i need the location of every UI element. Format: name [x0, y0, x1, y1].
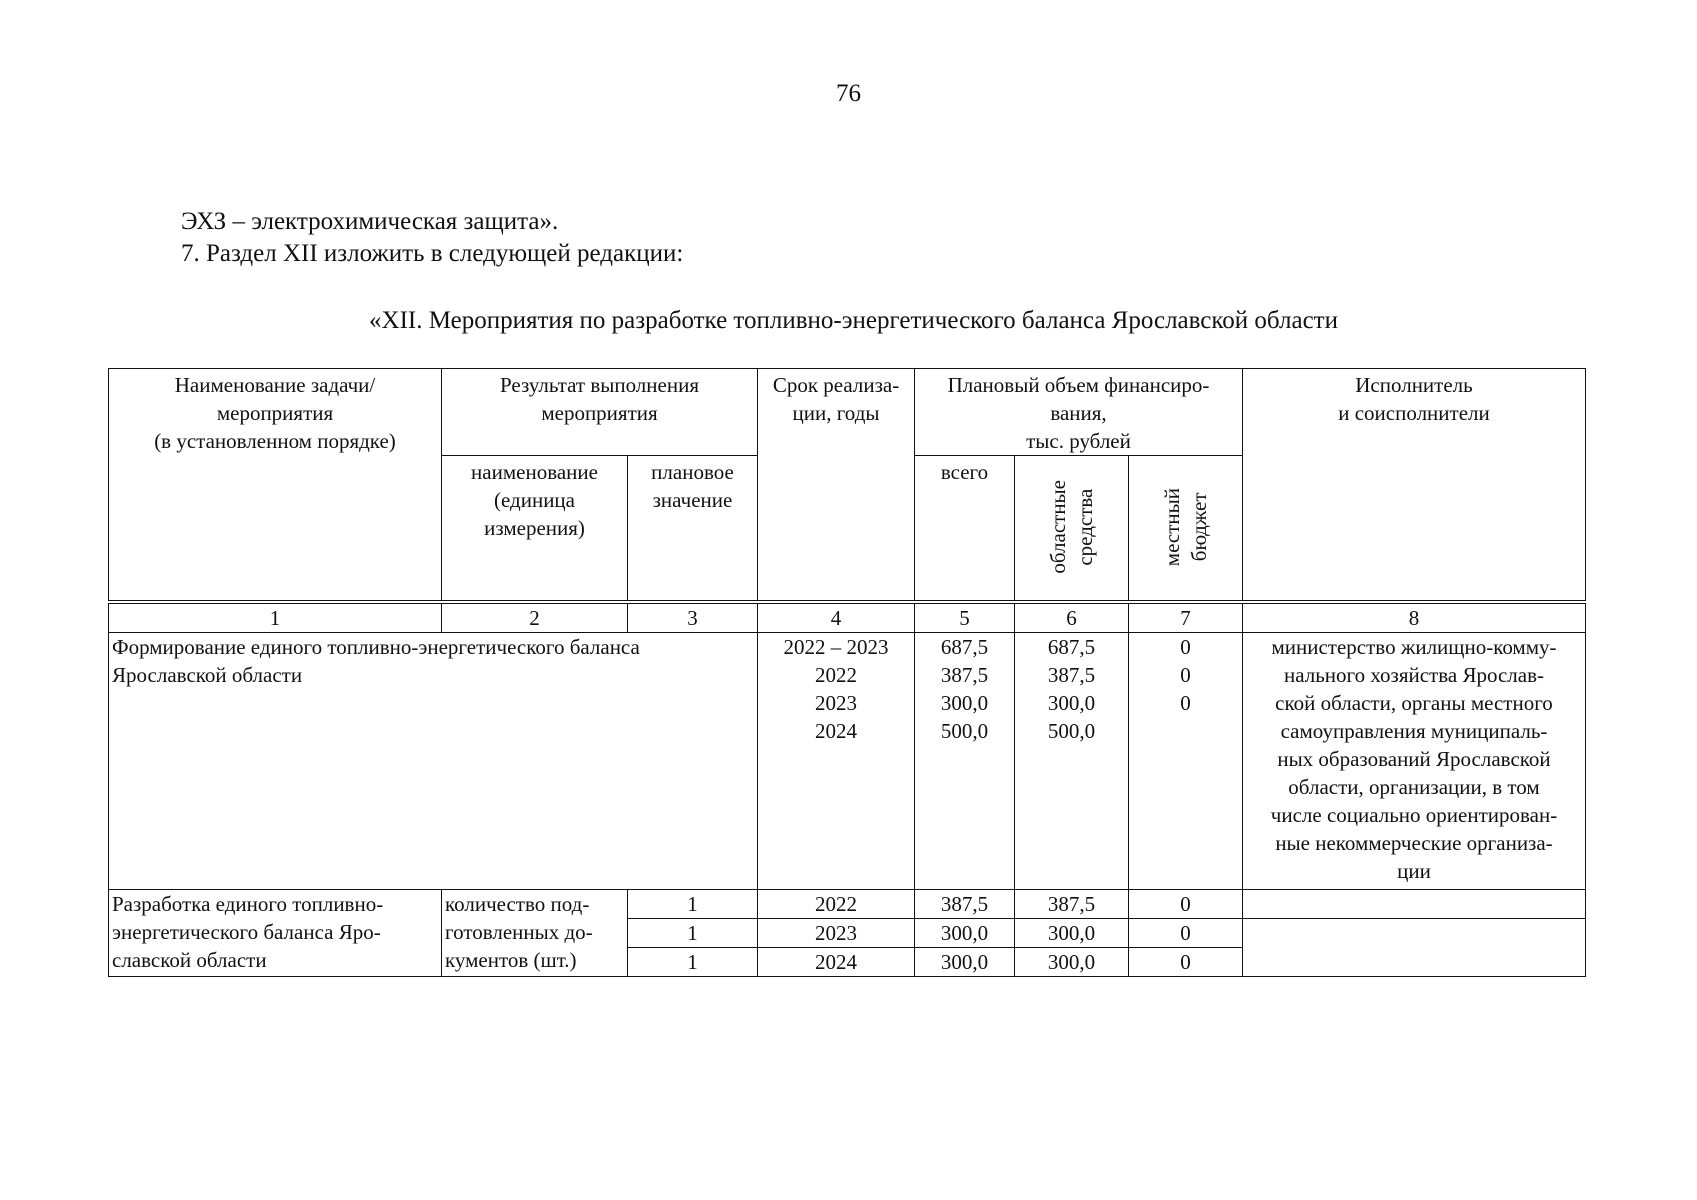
activity-regional: 300,0 [1015, 948, 1129, 977]
activity-executor [1243, 890, 1586, 919]
section-title: «XII. Мероприятия по разработке топливно-энергетического баланса Ярославской области [369, 307, 1338, 334]
task-executor: министерство жилищно-комму- нального хозяйства Ярослав- ской области, органы местного самоуправления муниципаль- ных образований Ярославской области, организации, в том числе социально ориентирован- ные некоммерческие организа- ции [1243, 633, 1586, 890]
page-number: 76 [836, 80, 861, 107]
activity-local: 0 [1129, 890, 1243, 919]
activities-table [108, 368, 1586, 977]
activity-value: 1 [628, 890, 758, 919]
column-number: 6 [1015, 604, 1129, 633]
header-regional: областные средства [1015, 456, 1129, 601]
header-result: Результат выполнения мероприятия [442, 369, 758, 456]
activity-local: 0 [1129, 919, 1243, 948]
activity-year: 2024 [758, 948, 915, 977]
activity-name: Разработка единого топливно- энергетического баланса Яро- славской области [109, 890, 442, 977]
activity-result: количество под- готовленных до- кументов (шт.) [442, 890, 628, 977]
column-number: 4 [758, 604, 915, 633]
activity-local: 0 [1129, 948, 1243, 977]
intro-line-2: 7. Раздел XII изложить в следующей редакции: [181, 240, 684, 267]
task-name: Формирование единого топливно-энергетического баланса Ярославской области [109, 633, 758, 890]
task-years: 2022 – 2023 2022 2023 2024 [758, 633, 915, 890]
header-row-top [109, 369, 1586, 456]
column-number: 7 [1129, 604, 1243, 633]
task-local: 0 0 0 [1129, 633, 1243, 890]
column-number: 3 [628, 604, 758, 633]
header-result-name: наименование (единица измерения) [442, 456, 628, 601]
activity-executor [1243, 919, 1586, 977]
column-number: 1 [109, 604, 442, 633]
activity-regional: 300,0 [1015, 919, 1129, 948]
activity-total: 300,0 [915, 948, 1015, 977]
activity-total: 300,0 [915, 919, 1015, 948]
activity-year: 2023 [758, 919, 915, 948]
task-regional: 687,5 387,5 300,0 500,0 [1015, 633, 1129, 890]
header-result-value: плановое значение [628, 456, 758, 601]
column-number: 5 [915, 604, 1015, 633]
header-term: Срок реализа- ции, годы [758, 369, 915, 601]
header-total: всего [915, 456, 1015, 601]
activity-regional: 387,5 [1015, 890, 1129, 919]
task-row [109, 633, 1586, 890]
header-funding: Плановый объем финансиро- вания, тыс. рублей [915, 369, 1243, 456]
header-local: местный бюджет [1129, 456, 1243, 601]
activity-year: 2022 [758, 890, 915, 919]
header-task: Наименование задачи/ мероприятия (в установленном порядке) [109, 369, 442, 601]
activity-value: 1 [628, 919, 758, 948]
column-number: 8 [1243, 604, 1586, 633]
activity-row [109, 890, 1586, 919]
activity-value: 1 [628, 948, 758, 977]
activity-total: 387,5 [915, 890, 1015, 919]
header-executor: Исполнитель и соисполнители [1243, 369, 1586, 601]
column-numbers-row [109, 604, 1586, 633]
task-total: 687,5 387,5 300,0 500,0 [915, 633, 1015, 890]
column-number: 2 [442, 604, 628, 633]
intro-line-1: ЭХЗ – электрохимическая защита». [181, 208, 559, 235]
